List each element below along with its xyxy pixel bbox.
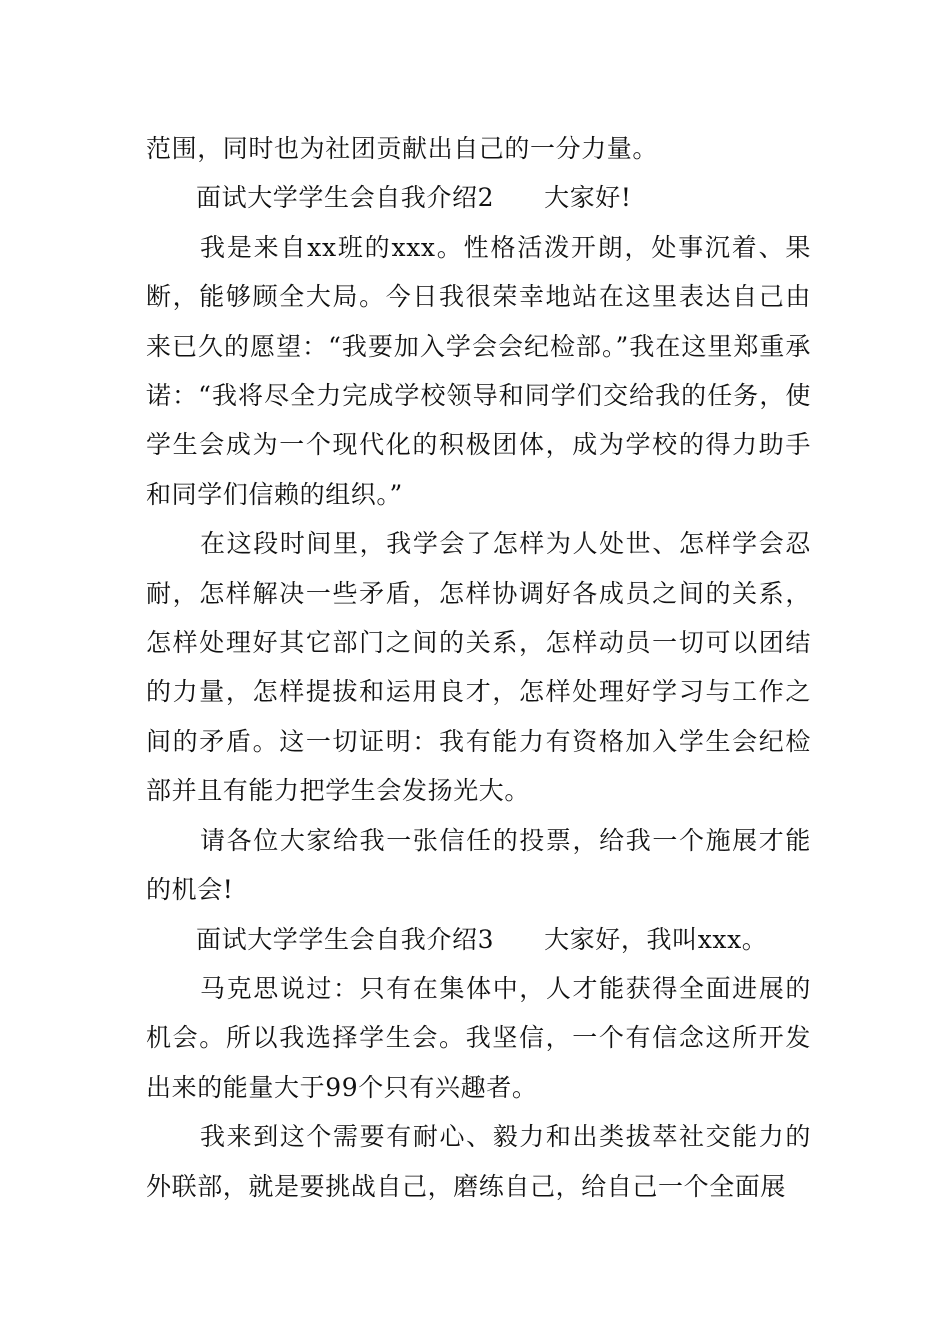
paragraph-self-intro: 我是来自xx班的xxx。性格活泼开朗，处事沉着、果断，能够顾全大局。今日我很荣幸地站在这里表达自己由来已久的愿望：“我要加入学会会纪检部。”我在这里郑重承诺：“我将尽全力完成学校领导和同学们交给我的任务，使学生会成为一个现代化的积极团体，成为学校的得力助手和同学们信赖的组织。”: [146, 232, 811, 509]
paragraph-experience: 在这段时间里，我学会了怎样为人处世、怎样学会忍耐，怎样解决一些矛盾，怎样协调好各成员之间的关系，怎样处理好其它部门之间的关系，怎样动员一切可以团结的力量，怎样提拔和运用良才，怎样处理好学习与工作之间的矛盾。这一切证明：我有能力有资格加入学生会纪检部并且有能力把学生会发扬光大。: [146, 529, 811, 806]
paragraph-continuation: 范围，同时也为社团贡献出自己的一分力量。: [146, 134, 659, 163]
section-heading-2: [146, 173, 811, 222]
document-body: [146, 124, 811, 1211]
section-heading-3: [146, 915, 811, 964]
paragraph-request: 请各位大家给我一张信任的投票，给我一个施展才能的机会!: [146, 825, 811, 905]
section-title: 面试大学学生会自我介绍2: [196, 183, 495, 213]
section-title: 面试大学学生会自我介绍3: [196, 924, 495, 954]
paragraph-external-department: 我来到这个需要有耐心、毅力和出类拔萃社交能力的外联部，就是要挑战自己，磨练自己，给自己一个全面展: [146, 1122, 811, 1201]
paragraph-marx: 马克思说过：只有在集体中，人才能获得全面进展的机会。所以我选择学生会。我坚信，一个有信念这所开发出来的能量大于99个只有兴趣者。: [146, 973, 811, 1102]
section-greeting: 大家好，我叫xxx。: [544, 924, 768, 954]
section-greeting: 大家好!: [544, 183, 632, 213]
